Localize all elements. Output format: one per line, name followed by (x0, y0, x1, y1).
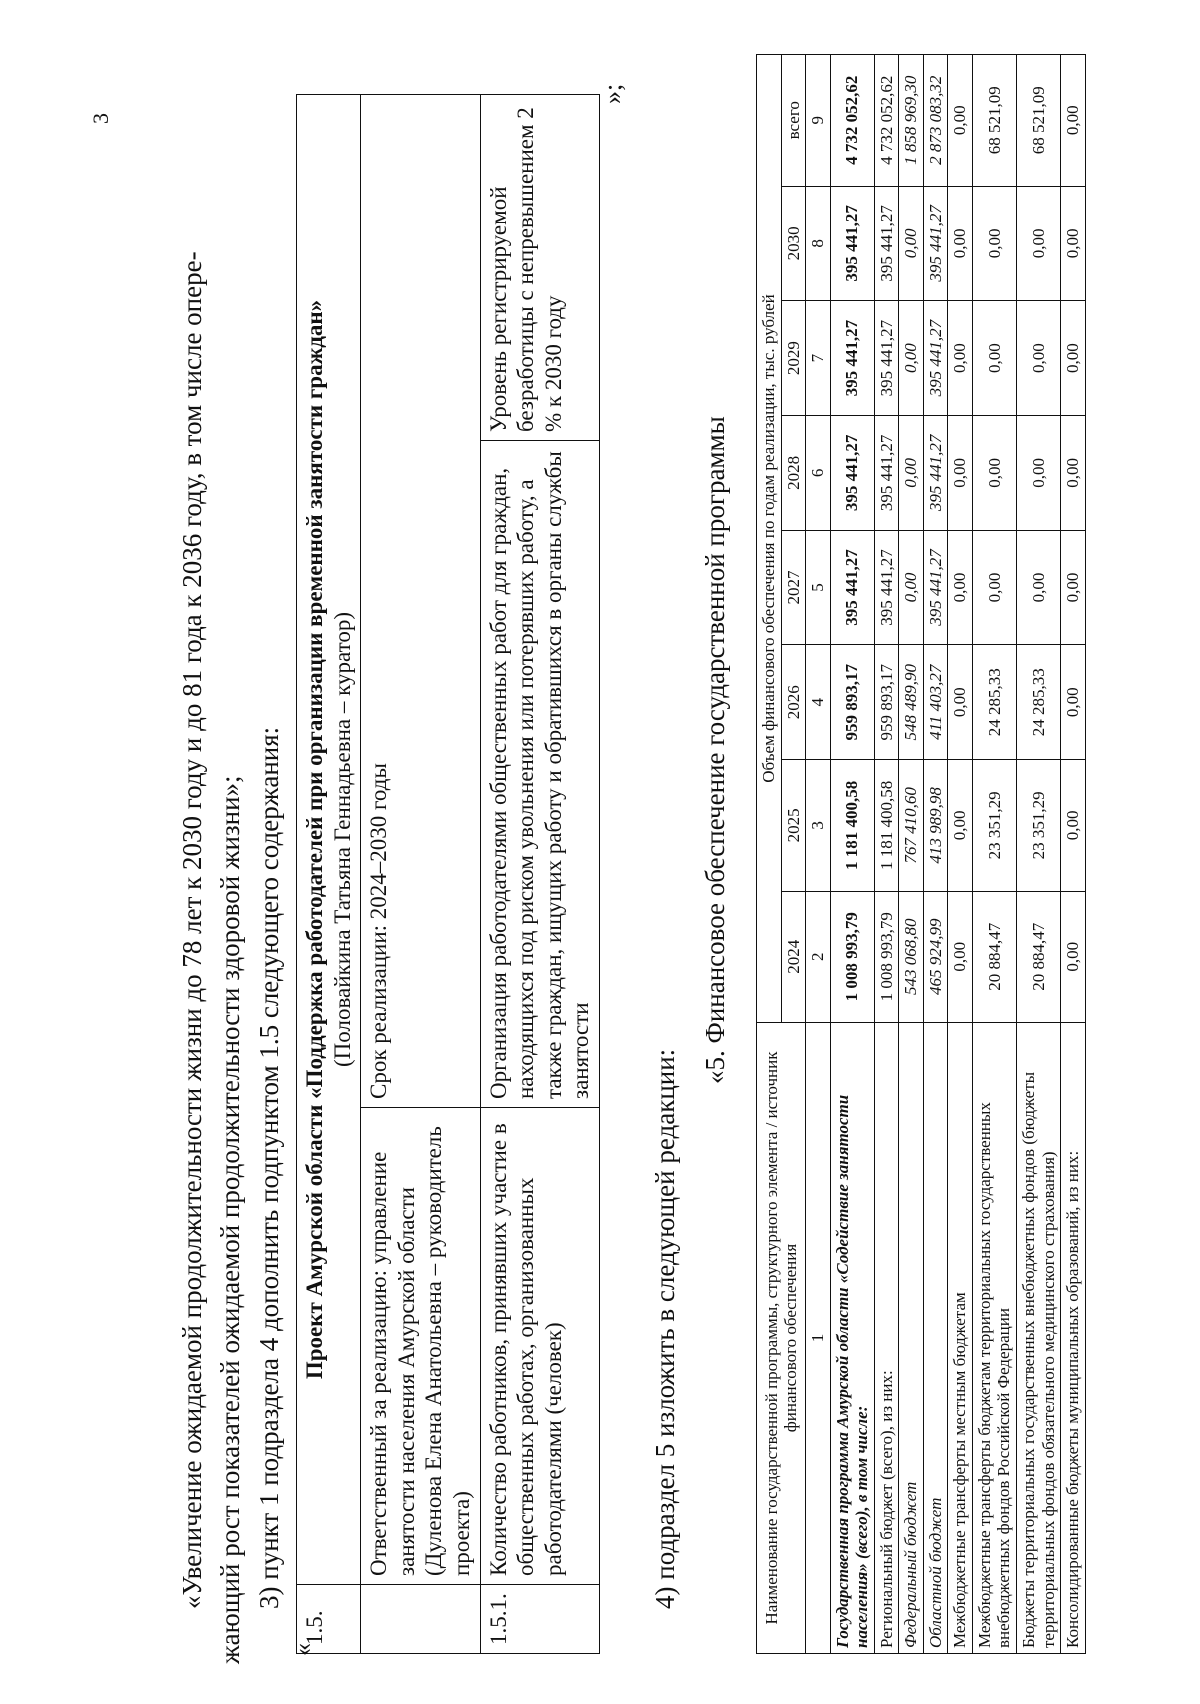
year-header: 2026 (781, 645, 806, 760)
row-value: 0,00 (1061, 301, 1086, 416)
row-value: 395 441,27 (874, 530, 899, 645)
year-header: 2028 (781, 415, 806, 530)
quote-close: »; (598, 83, 627, 104)
row-value: 395 441,27 (923, 186, 948, 301)
column-number: 1 (806, 1023, 831, 1654)
row-value: 0,00 (1017, 186, 1061, 301)
row-value: 0,00 (972, 301, 1016, 416)
row-value: 0,00 (948, 760, 973, 891)
row-value: 68 521,09 (1017, 55, 1061, 187)
project-title: Проект Амурской области «Поддержка работодателей при организации временной занятости граждан» (302, 299, 327, 1380)
row-value: 0,00 (972, 415, 1016, 530)
paragraph-life-expectancy-cont: жающий рост показателей ожидаемой продолжительности здоровой жизни»; (215, 775, 245, 1664)
quote-open: « (288, 1643, 317, 1656)
row-value: 1 858 969,30 (899, 55, 924, 187)
row-value: 1 181 400,58 (830, 760, 874, 891)
row-value: 0,00 (1061, 186, 1086, 301)
row-source-name: Межбюджетные трансферты местным бюджетам (948, 1023, 973, 1654)
row-value: 1 008 993,79 (830, 891, 874, 1022)
column-number: 6 (806, 415, 831, 530)
row-value: 0,00 (1061, 530, 1086, 645)
row-source-name: Межбюджетные трансферты бюджетам территориальных государственных внебюджетных фондов Российской Федерации (972, 1023, 1016, 1654)
finance-body (830, 55, 1085, 1654)
row-source-name: Областной бюджет (923, 1023, 948, 1654)
finance-colnum-row (806, 55, 831, 1654)
project-table (296, 94, 600, 1654)
column-number: 8 (806, 186, 831, 301)
row-value: 68 521,09 (972, 55, 1016, 187)
row-value: 4 732 052,62 (874, 55, 899, 187)
row-value: 413 989,98 (923, 760, 948, 891)
row-value: 23 351,29 (972, 760, 1016, 891)
row-value: 959 893,17 (830, 645, 874, 760)
finance-header-row (757, 55, 782, 1654)
row-value: 395 441,27 (830, 301, 874, 416)
year-header: 2027 (781, 530, 806, 645)
column-number: 2 (806, 891, 831, 1022)
row-value: 0,00 (899, 415, 924, 530)
table-row (972, 55, 1016, 1654)
task-result: Уровень регистрируемой безработицы с непревышением 2 % к 2030 году (480, 95, 599, 441)
column-number: 4 (806, 645, 831, 760)
row-value: 0,00 (972, 530, 1016, 645)
row-value: 0,00 (948, 891, 973, 1022)
table-row (874, 55, 899, 1654)
year-header: 2025 (781, 760, 806, 891)
row-value: 767 410,60 (899, 760, 924, 891)
year-header: 2024 (781, 891, 806, 1022)
row-value: 0,00 (948, 415, 973, 530)
row-value: 24 285,33 (1017, 645, 1061, 760)
table-row (1017, 55, 1061, 1654)
row-value: 1 181 400,58 (874, 760, 899, 891)
row-source-name: Государственная программа Амурской области «Содействие занятости населения» (всего), в том числе: (830, 1023, 874, 1654)
row-value: 0,00 (1061, 760, 1086, 891)
row-value: 0,00 (1017, 301, 1061, 416)
row-value: 465 924,99 (923, 891, 948, 1022)
row-value: 2 873 083,32 (923, 55, 948, 187)
empty-cell (361, 1585, 480, 1654)
project-title-cell (297, 95, 361, 1585)
row-value: 0,00 (948, 186, 973, 301)
project-responsible: Ответственный за реализацию: управление занятости населения Амурской области (Дуленова Елена Анатольевна – руководитель проекта) (361, 1108, 480, 1585)
row-value: 23 351,29 (1017, 760, 1061, 891)
column-number: 5 (806, 530, 831, 645)
task-indicator: Количество работников, принявших участие в общественных работах, организованных работодателями (человек) (480, 1108, 599, 1585)
row-value: 395 441,27 (830, 186, 874, 301)
row-value: 0,00 (899, 530, 924, 645)
row-value: 0,00 (899, 301, 924, 416)
row-source-name: Бюджеты территориальных государственных внебюджетных фондов (бюджеты территориальных фондов обязательного медицинского страхования) (1017, 1023, 1061, 1654)
column-number: 3 (806, 760, 831, 891)
row-value: 395 441,27 (874, 415, 899, 530)
row-value: 0,00 (1061, 55, 1086, 187)
row-value: 24 285,33 (972, 645, 1016, 760)
row-value: 4 732 052,62 (830, 55, 874, 187)
table-row (899, 55, 924, 1654)
paragraph-item-4: 4) подраздел 5 изложить в следующей редакции: (650, 1048, 680, 1609)
table-row (923, 55, 948, 1654)
row-value: 0,00 (899, 186, 924, 301)
row-value: 395 441,27 (830, 415, 874, 530)
row-source-name: Консолидированные бюджеты муниципальных образований, из них: (1061, 1023, 1086, 1654)
year-header: 2029 (781, 301, 806, 416)
project-number: 1.5. (297, 1585, 361, 1654)
table-row (948, 55, 973, 1654)
row-value: 0,00 (1017, 530, 1061, 645)
project-table-row (480, 95, 599, 1654)
row-source-name: Региональный бюджет (всего), из них: (874, 1023, 899, 1654)
row-value: 395 441,27 (874, 186, 899, 301)
row-value: 0,00 (948, 55, 973, 187)
row-value: 395 441,27 (923, 415, 948, 530)
row-value: 0,00 (1061, 645, 1086, 760)
finance-head-name: Наименование государственной программы, структурного элемента / источник финансового обеспечения (757, 1023, 806, 1654)
row-value: 959 893,17 (874, 645, 899, 760)
row-value: 395 441,27 (923, 301, 948, 416)
paragraph-life-expectancy: «Увеличение ожидаемой продолжительности жизни до 78 лет к 2030 году и до 81 года к 2036 году, в том числе опере- (177, 251, 207, 1609)
row-value: 395 441,27 (923, 530, 948, 645)
year-header: 2030 (781, 186, 806, 301)
paragraph-item-3: 3) пункт 1 подраздела 4 дополнить подпунктом 1.5 следующего содержания: (254, 726, 284, 1609)
task-description: Организация работодателями общественных работ для граждан, находящихся под риском увольнения или потерявших работу, а также граждан, ищущих работу и обратившихся в органы службы занятости (480, 441, 599, 1108)
row-value: 0,00 (1061, 415, 1086, 530)
row-value: 0,00 (1017, 415, 1061, 530)
row-value: 0,00 (948, 301, 973, 416)
row-value: 0,00 (948, 530, 973, 645)
project-table-row (297, 95, 361, 1654)
row-value: 543 068,80 (899, 891, 924, 1022)
project-table-row (361, 95, 480, 1654)
row-value: 411 403,27 (923, 645, 948, 760)
row-value: 1 008 993,79 (874, 891, 899, 1022)
table-row (1061, 55, 1086, 1654)
row-value: 548 489,90 (899, 645, 924, 760)
row-value: 395 441,27 (874, 301, 899, 416)
row-value: 20 884,47 (972, 891, 1016, 1022)
row-value: 0,00 (972, 186, 1016, 301)
project-curator: (Половайкина Татьяна Геннадьевна – куратор) (329, 612, 355, 1067)
row-value: 0,00 (948, 645, 973, 760)
row-value: 20 884,47 (1017, 891, 1061, 1022)
row-source-name: Федеральный бюджет (899, 1023, 924, 1654)
task-number: 1.5.1. (480, 1585, 599, 1654)
row-value: 395 441,27 (830, 530, 874, 645)
row-value: 0,00 (1061, 891, 1086, 1022)
section-5-heading: «5. Финансовое обеспечение государственной программы (700, 416, 730, 1084)
year-header: всего (781, 55, 806, 187)
page-number: 3 (88, 113, 113, 124)
column-number: 7 (806, 301, 831, 416)
finance-head-group: Объем финансового обеспечения по годам реализации, тыс. рублей (757, 55, 782, 1023)
column-number: 9 (806, 55, 831, 187)
finance-table (756, 54, 1086, 1654)
table-row (830, 55, 874, 1654)
project-term: Срок реализации: 2024–2030 годы (361, 95, 480, 1108)
